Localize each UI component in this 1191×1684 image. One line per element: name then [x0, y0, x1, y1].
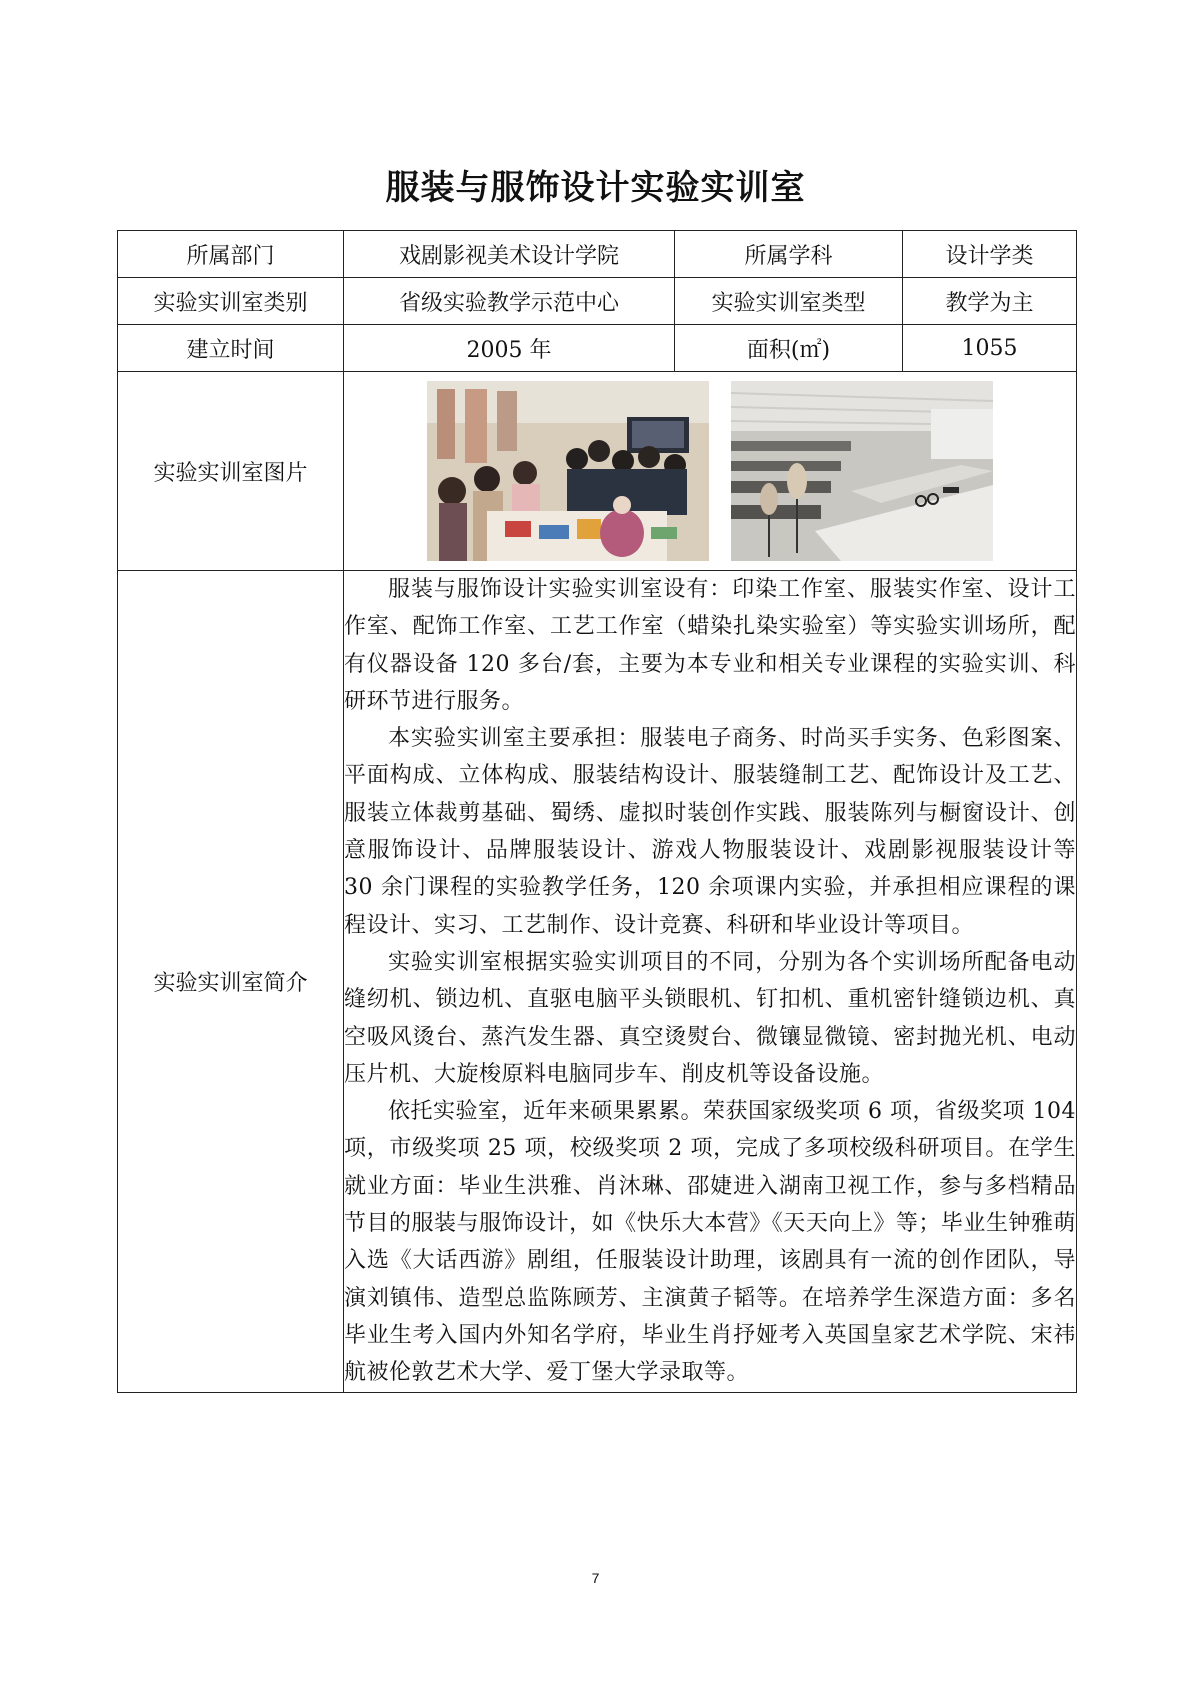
table-row	[118, 231, 1077, 278]
intro-paragraph: 服装与服饰设计实验实训室设有：印染工作室、服装实作室、设计工作室、配饰工作室、工艺工作室（蜡染扎染实验室）等实验实训场所，配有仪器设备 120 多台/套，主要为本专业和相关专业课程的实验实训、科研环节进行服务。	[344, 577, 1076, 714]
intro-paragraph: 实验实训室根据实验实训项目的不同，分别为各个实训场所配备电动缝纫机、锁边机、直驱电脑平头锁眼机、钉扣机、重机密针缝锁边机、真空吸风烫台、蒸汽发生器、真空烫熨台、微镶显微镜、密封抛光机、电动压片机、大旋梭原料电脑同步车、削皮机等设备设施。	[344, 949, 1076, 1087]
intro-paragraph: 依托实验室，近年来硕果累累。荣获国家级奖项 6 项，省级奖项 104 项，市级奖项 25 项，校级奖项 2 项，完成了多项校级科研项目。在学生就业方面：毕业生洪雅、肖沐琳、邵婕进入湖南卫视工作，参与多档精品节目的服装与服饰设计，如《快乐大本营》《天天向上》等；毕业生钟雅萌入选《大话西游》剧组，任服装设计助理，该剧具有一流的创作团队，导演刘镇伟、造型总监陈顾芳、主演黄子韬等。在培养学生深造方面：多名毕业生考入国内外知名学府，毕业生肖抒娅考入英国皇家艺术学院、宋祎航被伦敦艺术大学、爱丁堡大学录取等。	[344, 1099, 1076, 1386]
dept-value: 戏剧影视美术设计学院	[344, 231, 675, 278]
year-label: 建立时间	[118, 325, 344, 372]
workshop-room-photo	[731, 381, 993, 561]
area-value: 1055	[903, 325, 1077, 372]
lab-info-table	[117, 230, 1077, 1393]
category-value: 省级实验教学示范中心	[344, 278, 675, 325]
intro-label: 实验实训室简介	[118, 571, 344, 1393]
intro-paragraph: 本实验实训室主要承担：服装电子商务、时尚买手实务、色彩图案、平面构成、立体构成、服装结构设计、服装缝制工艺、配饰设计及工艺、服装立体裁剪基础、蜀绣、虚拟时装创作实践、服装陈列与橱窗设计、创意服饰设计、品牌服装设计、游戏人物服装设计、戏剧影视服装设计等 30 余门课程的实验教学任务，120 余项课内实验，并承担相应课程的课程设计、实习、工艺制作、设计竞赛、科研和毕业设计等项目。	[344, 726, 1076, 938]
discipline-value: 设计学类	[903, 231, 1077, 278]
photos-cell	[344, 372, 1077, 571]
table-row	[118, 372, 1077, 571]
type-value: 教学为主	[903, 278, 1077, 325]
intro-cell	[344, 571, 1077, 1393]
page-title: 服装与服饰设计实验实训室	[385, 168, 806, 208]
discipline-label: 所属学科	[675, 231, 903, 278]
type-label: 实验实训室类型	[675, 278, 903, 325]
category-label: 实验实训室类别	[118, 278, 344, 325]
dept-label: 所属部门	[118, 231, 344, 278]
table-row	[118, 278, 1077, 325]
students-workshop-photo	[427, 381, 709, 561]
table-row	[118, 325, 1077, 372]
table-row	[118, 571, 1077, 1393]
page-number: 7	[591, 1570, 600, 1586]
photos-label: 实验实训室图片	[118, 372, 344, 571]
year-value: 2005 年	[344, 325, 675, 372]
area-label: 面积(㎡)	[675, 325, 903, 372]
